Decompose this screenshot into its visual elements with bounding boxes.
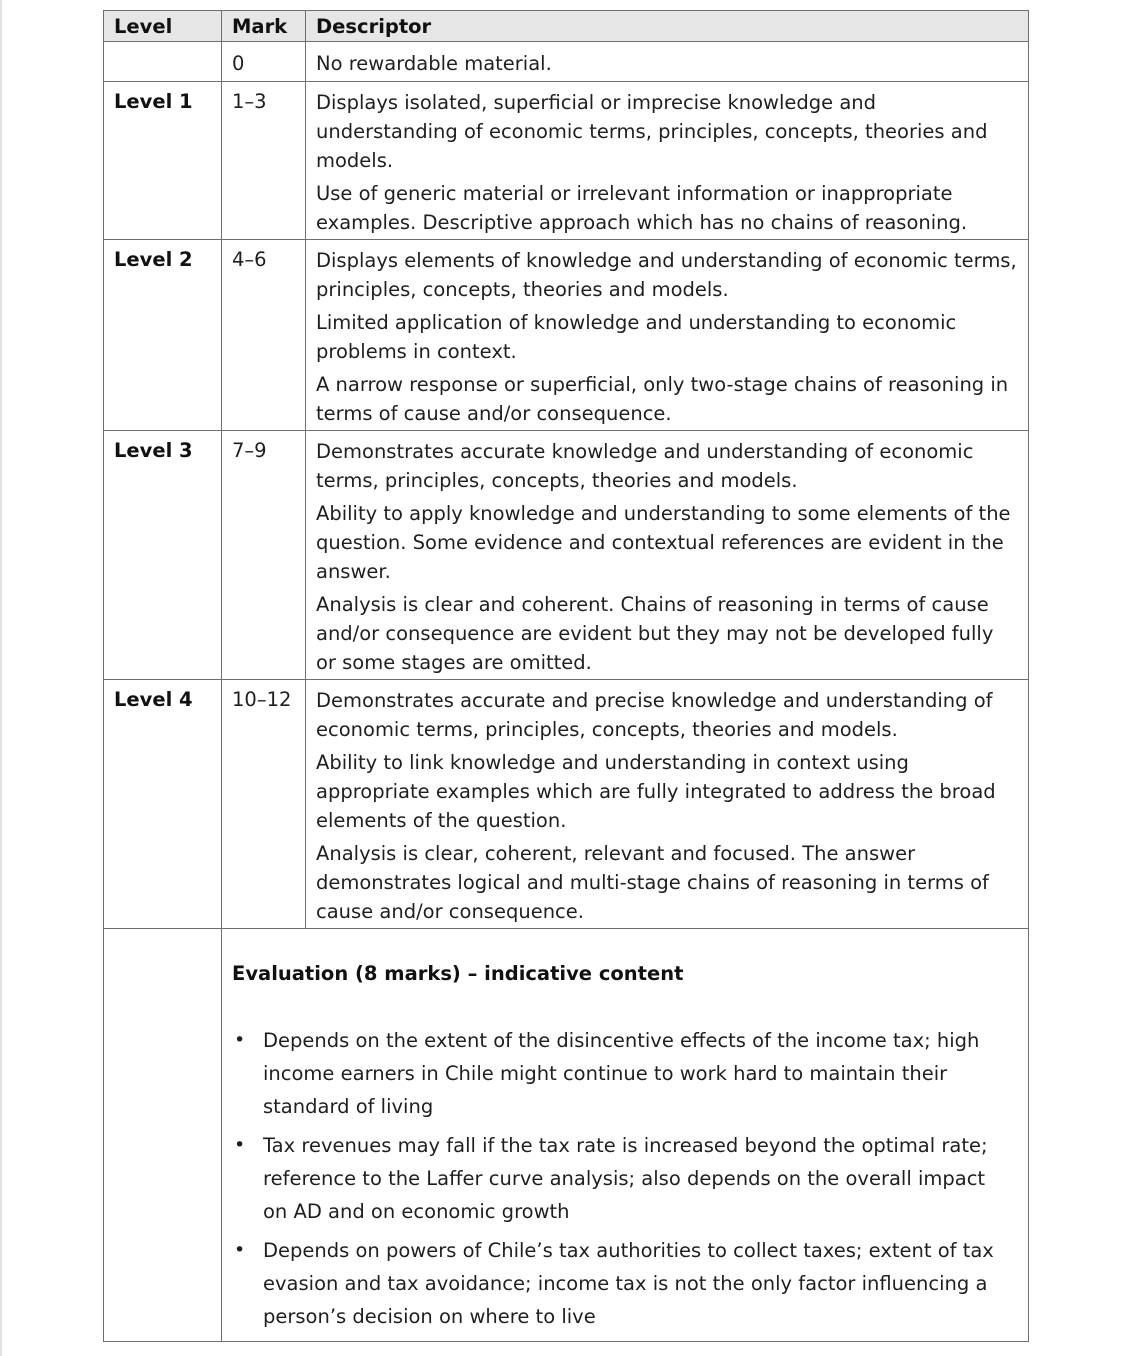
level-cell: Level 3 — [104, 431, 222, 680]
descriptor-text: Displays isolated, superficial or imprecise knowledge and understanding of economic terms, principles, concepts, theories and models. — [316, 91, 988, 172]
header-mark: Mark — [222, 11, 306, 42]
descriptor-cell — [306, 82, 1029, 240]
descriptor-text: A narrow response or superficial, only two-stage chains of reasoning in terms of cause and/or consequence. — [316, 373, 1009, 425]
evaluation-row — [104, 929, 1029, 1342]
mark-scheme-table — [103, 10, 1029, 1342]
descriptor-cell — [306, 431, 1029, 680]
descriptor-cell — [306, 680, 1029, 929]
header-descriptor: Descriptor — [306, 11, 1029, 42]
level-cell: Level 1 — [104, 82, 222, 240]
mark-cell: 1–3 — [222, 82, 306, 240]
level-cell — [104, 42, 222, 82]
descriptor-cell — [306, 42, 1029, 82]
descriptor-cell — [306, 240, 1029, 431]
table-row-level-1 — [104, 82, 1029, 240]
bullet-icon: • — [234, 1239, 246, 1261]
evaluation-empty-cell — [104, 929, 222, 1342]
evaluation-title: Evaluation (8 marks) – indicative content — [232, 962, 684, 985]
bullet-icon: • — [234, 1029, 246, 1051]
evaluation-point-text: Depends on the extent of the disincentive effects of the income tax; high income earners in Chile might continue to work hard to maintain their standard of living — [263, 1029, 980, 1118]
mark-cell: 10–12 — [222, 680, 306, 929]
evaluation-point — [232, 1024, 1014, 1123]
header-level: Level — [104, 11, 222, 42]
descriptor-text: Limited application of knowledge and understanding to economic problems in context. — [316, 311, 957, 363]
mark-cell: 0 — [222, 42, 306, 82]
evaluation-point-text: Tax revenues may fall if the tax rate is increased beyond the optimal rate; reference to the Laffer curve analysis; also depends on the overall impact on AD and on economic growth — [263, 1134, 988, 1223]
table-row-level-2 — [104, 240, 1029, 431]
descriptor-text: Demonstrates accurate knowledge and understanding of economic terms, principles, concepts, theories and models. — [316, 440, 974, 492]
evaluation-point-text: Depends on powers of Chile’s tax authorities to collect taxes; extent of tax evasion and tax avoidance; income tax is not the only factor influencing a person’s decision on where to live — [263, 1239, 994, 1328]
evaluation-point — [232, 1129, 1014, 1228]
descriptor-text: Analysis is clear, coherent, relevant and focused. The answer demonstrates logical and multi-stage chains of reasoning in terms of cause and/or consequence. — [316, 842, 989, 923]
evaluation-list — [232, 1024, 1014, 1333]
table-row-level-3 — [104, 431, 1029, 680]
descriptor-text: Ability to apply knowledge and understanding to some elements of the question. Some evidence and contextual references are evident in the answer. — [316, 502, 1011, 583]
table-row-level-4 — [104, 680, 1029, 929]
descriptor-text: Ability to link knowledge and understanding in context using appropriate examples which are fully integrated to address the broad elements of the question. — [316, 751, 996, 832]
descriptor-text: Demonstrates accurate and precise knowledge and understanding of economic terms, principles, concepts, theories and models. — [316, 689, 993, 741]
descriptor-text: Analysis is clear and coherent. Chains of reasoning in terms of cause and/or consequence are evident but they may not be developed fully or some stages are omitted. — [316, 593, 994, 674]
level-cell: Level 2 — [104, 240, 222, 431]
table-header-row — [104, 11, 1029, 42]
bullet-icon: • — [234, 1134, 246, 1156]
mark-cell: 4–6 — [222, 240, 306, 431]
evaluation-point — [232, 1234, 1014, 1333]
descriptor-text: Displays elements of knowledge and understanding of economic terms, principles, concepts, theories and models. — [316, 249, 1017, 301]
table-row-level-0 — [104, 42, 1029, 82]
level-cell: Level 4 — [104, 680, 222, 929]
page-edge — [0, 0, 2, 1356]
descriptor-text: No rewardable material. — [316, 52, 552, 75]
mark-cell: 7–9 — [222, 431, 306, 680]
evaluation-cell — [222, 929, 1029, 1342]
descriptor-text: Use of generic material or irrelevant information or inappropriate examples. Descriptive approach which has no chains of reasoning. — [316, 182, 968, 234]
